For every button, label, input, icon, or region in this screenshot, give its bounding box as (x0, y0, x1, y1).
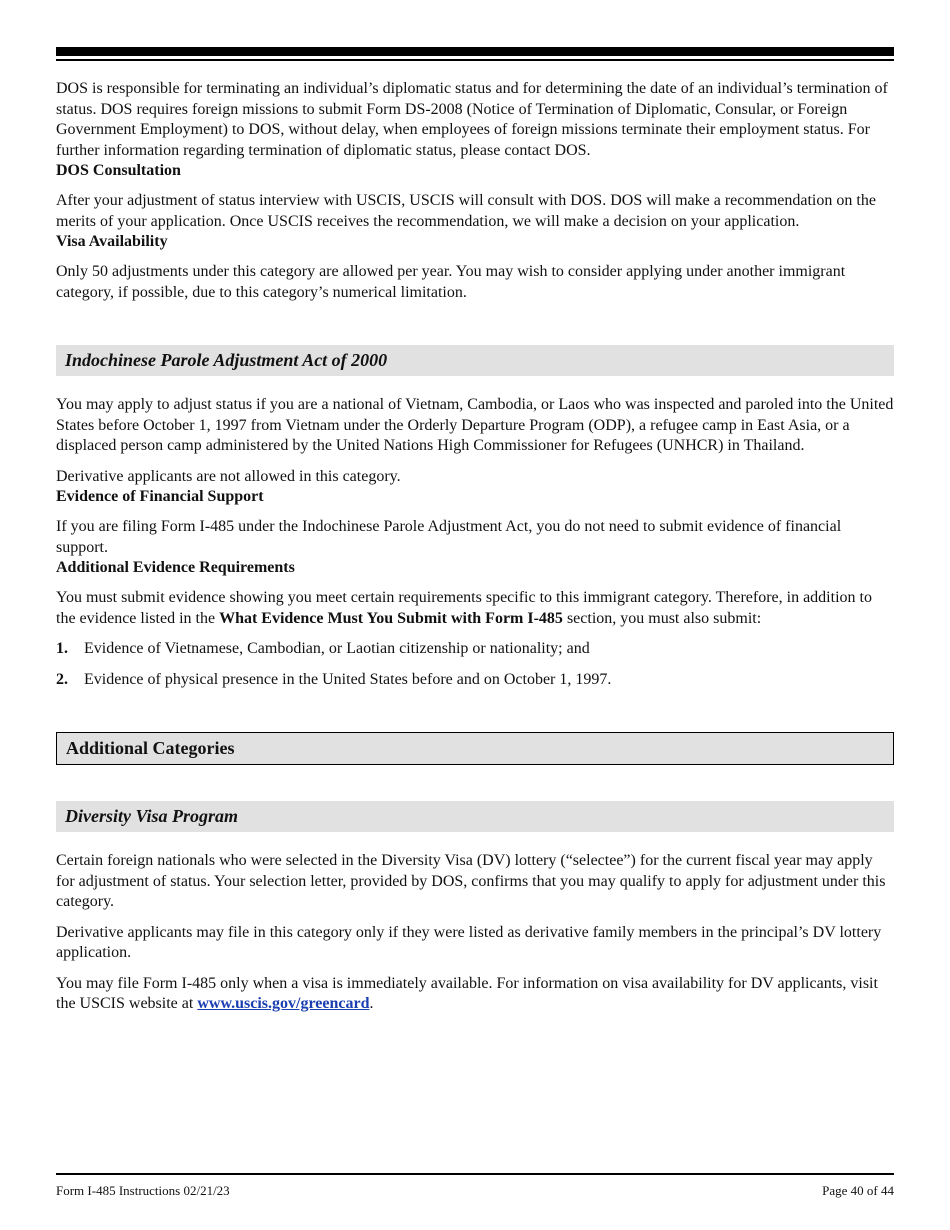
list-item-number: 2. (56, 670, 68, 688)
financial-support-heading: Evidence of Financial Support (56, 488, 264, 505)
dos-consultation-paragraph: After your adjustment of status interview with USCIS, USCIS will consult with DOS. DOS will make a recommendation on the merits of your application. Once USCIS receives the recommendation, we will make a decision on your application. (56, 192, 876, 230)
page-content (56, 79, 894, 1015)
visa-availability-heading: Visa Availability (56, 233, 168, 250)
visa-availability-paragraph: Only 50 adjustments under this category are allowed per year. You may wish to consider applying under another immigrant category, if possible, due to this category’s numerical limitation. (56, 263, 846, 301)
list-item-text: Evidence of physical presence in the United States before and on October 1, 1997. (84, 670, 612, 688)
indochinese-paragraph: You may apply to adjust status if you are a national of Vietnam, Cambodia, or Laos who was inspected and paroled into the United States before October 1, 1997 from Vietnam under the Orderly Departure Program (ODP), a refugee camp in East Asia, or a displaced person camp administered by the United Nations High Commissioner for Refugees (UNHCR) in Thailand. (56, 396, 894, 454)
dos-consultation-heading: DOS Consultation (56, 162, 181, 179)
list-item-number: 1. (56, 640, 68, 657)
diversity-paragraph-2: Derivative applicants may file in this category only if they were listed as derivative family members in the principal’s DV lottery application. (56, 923, 882, 961)
additional-categories-header: Additional Categories (56, 732, 894, 765)
footer-page-number: Page 40 of 44 (822, 1183, 894, 1198)
diversity-paragraph-1: Certain foreign nationals who were selected in the Diversity Visa (DV) lottery (“selectee”) for the current fiscal year may apply for adjustment of status. Your selection letter, provided by DOS, confirms that you may qualify to apply for adjustment under this category. (56, 852, 886, 910)
additional-evidence-text-after: section, you must also submit: (562, 609, 762, 627)
additional-evidence-heading: Additional Evidence Requirements (56, 559, 295, 576)
additional-evidence-text-before: You must submit evidence showing you meet certain requirements specific to this immigrant category. Therefore, in addition to the evidence listed in the (56, 589, 872, 627)
list-item (56, 670, 894, 691)
top-rule-thin (56, 59, 894, 61)
indochinese-derivative-paragraph: Derivative applicants are not allowed in this category. (56, 467, 401, 485)
top-rule-thick (56, 47, 894, 56)
termination-paragraph: DOS is responsible for terminating an individual’s diplomatic status and for determining the date of an individual’s termination of status. DOS requires foreign missions to submit Form DS-2008 (Notice of Termination of Diplomatic, Consular, or Foreign Government Employment) to DOS, without delay, when employees of foreign missions terminate their employment status. For further information regarding termination of diplomatic status, please contact DOS. (56, 80, 888, 159)
list-item-text: Evidence of Vietnamese, Cambodian, or Laotian citizenship or nationality; and (84, 640, 590, 657)
additional-evidence-paragraph (56, 588, 894, 629)
uscis-greencard-link[interactable]: www.uscis.gov/greencard (197, 995, 370, 1012)
diversity-paragraph-3 (56, 974, 894, 1015)
additional-evidence-bold-ref: What Evidence Must You Submit with Form I-485 (219, 609, 563, 627)
indochinese-section-header: Indochinese Parole Adjustment Act of 2000 (56, 345, 894, 376)
list-item (56, 639, 894, 660)
footer-form-label: Form I-485 Instructions 02/21/23 (56, 1183, 230, 1198)
diversity-text-after-link: . (369, 995, 374, 1012)
bottom-rule (56, 1173, 894, 1175)
diversity-visa-section-header: Diversity Visa Program (56, 801, 894, 832)
diversity-text-before-link: You may file Form I-485 only when a visa is immediately available. For information on visa availability for DV applicants, visit the USCIS website at (56, 974, 878, 1012)
financial-support-paragraph: If you are filing Form I-485 under the Indochinese Parole Adjustment Act, you do not need to submit evidence of financial support. (56, 518, 842, 556)
